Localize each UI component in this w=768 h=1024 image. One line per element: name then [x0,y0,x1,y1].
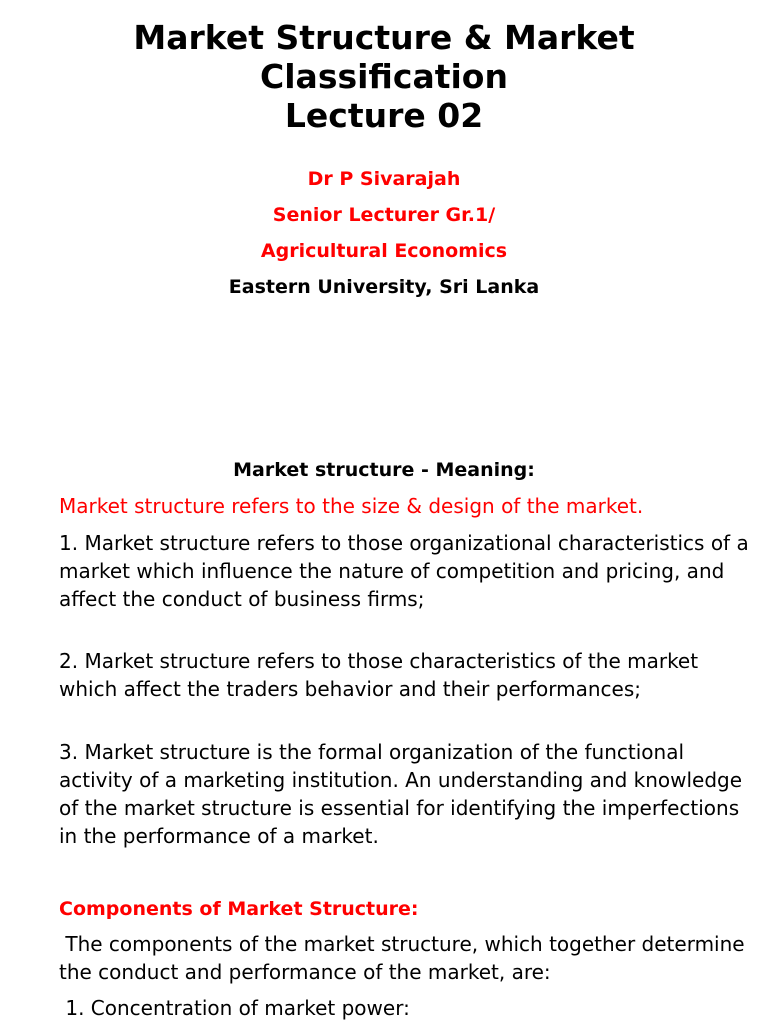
components-intro: The components of the market structure, which together determine the conduct and performance of the market, are: [59,932,751,984]
author-university: Eastern University, Sri Lanka [228,276,540,298]
meaning-point-3: 3. Market structure is the formal organization of the functional activity of a marketing institution. An understanding and knowledge of the market structure is essential for identifying the imperfections in the performance of a market. [59,740,743,848]
author-name: Dr P Sivarajah [307,168,461,190]
meaning-point-1: 1. Market structure refers to those organizational characteristics of a market which influence the nature of competition and pricing, and affect the conduct of business firms; [59,531,749,611]
lecture-title [0,18,768,135]
author-position: Senior Lecturer Gr.1/ [272,204,496,226]
meaning-point-2: 2. Market structure refers to those characteristics of the market which affect the traders behavior and their performances; [59,649,699,701]
title-line-1: Market Structure & Market [133,18,635,57]
title-line-2: Classification [260,57,508,96]
components-heading: Components of Market Structure: [59,898,419,920]
title-line-3: Lecture 02 [284,96,484,135]
meaning-definition: Market structure refers to the size & design of the market. [59,494,644,518]
author-department: Agricultural Economics [260,240,508,262]
meaning-heading: Market structure - Meaning: [233,459,535,481]
components-item-1: 1. Concentration of market power: [59,996,410,1020]
